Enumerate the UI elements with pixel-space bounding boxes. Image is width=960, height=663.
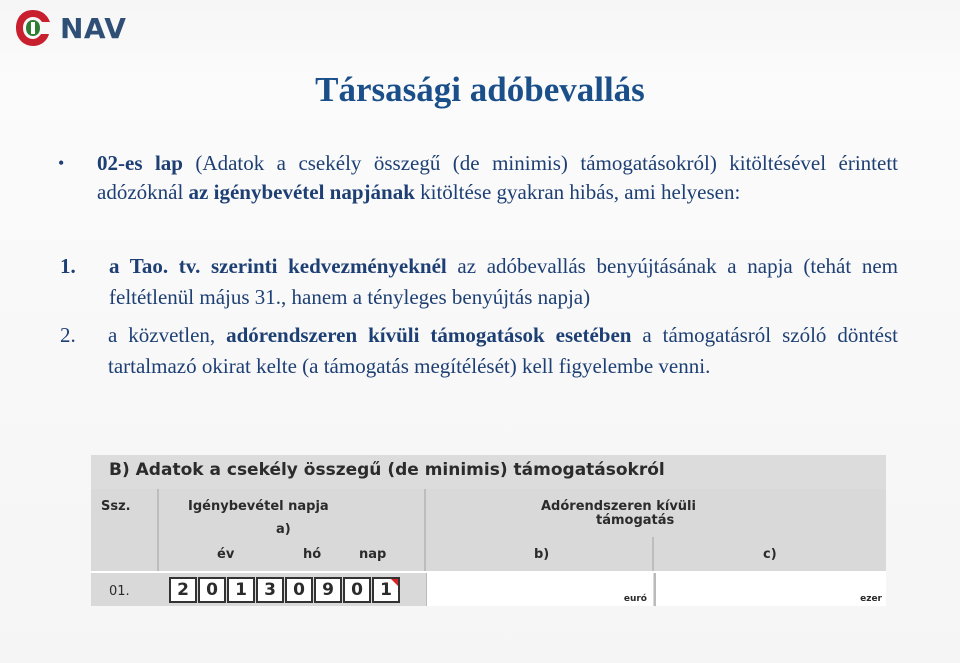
page-title: Társasági adóbevallás <box>315 70 645 109</box>
form-excerpt <box>91 455 886 606</box>
list-item-pre: a közvetlen, <box>108 323 227 347</box>
digit-box[interactable]: 0 <box>198 577 226 603</box>
divider <box>424 489 426 571</box>
row-number: 01. <box>109 584 130 599</box>
form-header-grid <box>91 489 886 571</box>
col-ho: hó <box>303 547 322 562</box>
col-support-2: támogatás <box>596 513 675 528</box>
digit-box[interactable]: 1 <box>227 577 255 603</box>
col-c: c) <box>763 547 777 562</box>
list-item-bold: a Tao. tv. szerinti kedvezményeknél <box>109 254 447 278</box>
support-b-field[interactable] <box>426 573 653 606</box>
intro-bold-2: az igénybevétel napjának <box>188 180 415 204</box>
bullet: • <box>58 153 65 173</box>
col-ssz: Ssz. <box>101 499 131 514</box>
list-item-rest: az adóbevallás benyújtásának a napja (tehát nem feltétlenül május 31., hanem a tényleges benyújtás napja) <box>109 254 898 309</box>
digit-box[interactable]: 0 <box>285 577 313 603</box>
col-b: b) <box>534 547 550 562</box>
digit-box[interactable]: 2 <box>169 577 197 603</box>
form-heading-bar <box>91 455 886 490</box>
logo-text: NAV <box>60 11 127 45</box>
divider <box>157 489 159 571</box>
intro-paragraph <box>60 149 898 207</box>
col-date-sub: a) <box>276 522 291 537</box>
nav-emblem-icon <box>14 8 52 48</box>
list-item-text <box>60 320 898 382</box>
list-item-bold: adórendszeren kívüli támogatások esetében <box>226 323 632 347</box>
intro-bold-1: 02-es lap <box>97 151 183 175</box>
intro-text-4: kitöltése gyakran hibás, ami helyesen: <box>414 180 741 204</box>
list-item <box>60 251 898 313</box>
unit-euro: euró <box>623 594 647 604</box>
list-item-text <box>60 251 898 313</box>
digit-box[interactable]: 9 <box>314 577 342 603</box>
date-digits <box>169 577 401 603</box>
col-nap: nap <box>359 547 387 562</box>
divider <box>652 537 654 571</box>
intro-text-2: (Adatok a csekély összegű (de minimis) támogatásokról) kitöltésével érintett adózóknál <box>97 151 898 204</box>
intro-text <box>60 149 898 207</box>
col-date: Igénybevétel napja <box>188 499 329 514</box>
digit-box[interactable]: 3 <box>256 577 284 603</box>
list-number: 2. <box>60 323 76 347</box>
col-ev: év <box>217 547 235 562</box>
digit-box[interactable]: 1 <box>372 577 400 603</box>
nav-logo <box>14 8 126 48</box>
col-support: Adórendszeren kívüli <box>541 499 696 514</box>
list-item-rest: a támogatásról szóló döntést tartalmazó okirat kelte (a támogatás megítélését) kell figyelembe venni. <box>108 323 899 378</box>
list-number: 1. <box>60 254 76 278</box>
support-c-field[interactable] <box>654 573 886 606</box>
digit-box[interactable]: 0 <box>343 577 371 603</box>
unit-ezer: ezer <box>860 594 882 604</box>
form-row <box>91 573 886 606</box>
row-number-cell <box>91 573 159 606</box>
form-heading: B) Adatok a csekély összegű (de minimis) támogatásokról <box>109 460 665 480</box>
list-item <box>60 320 898 382</box>
